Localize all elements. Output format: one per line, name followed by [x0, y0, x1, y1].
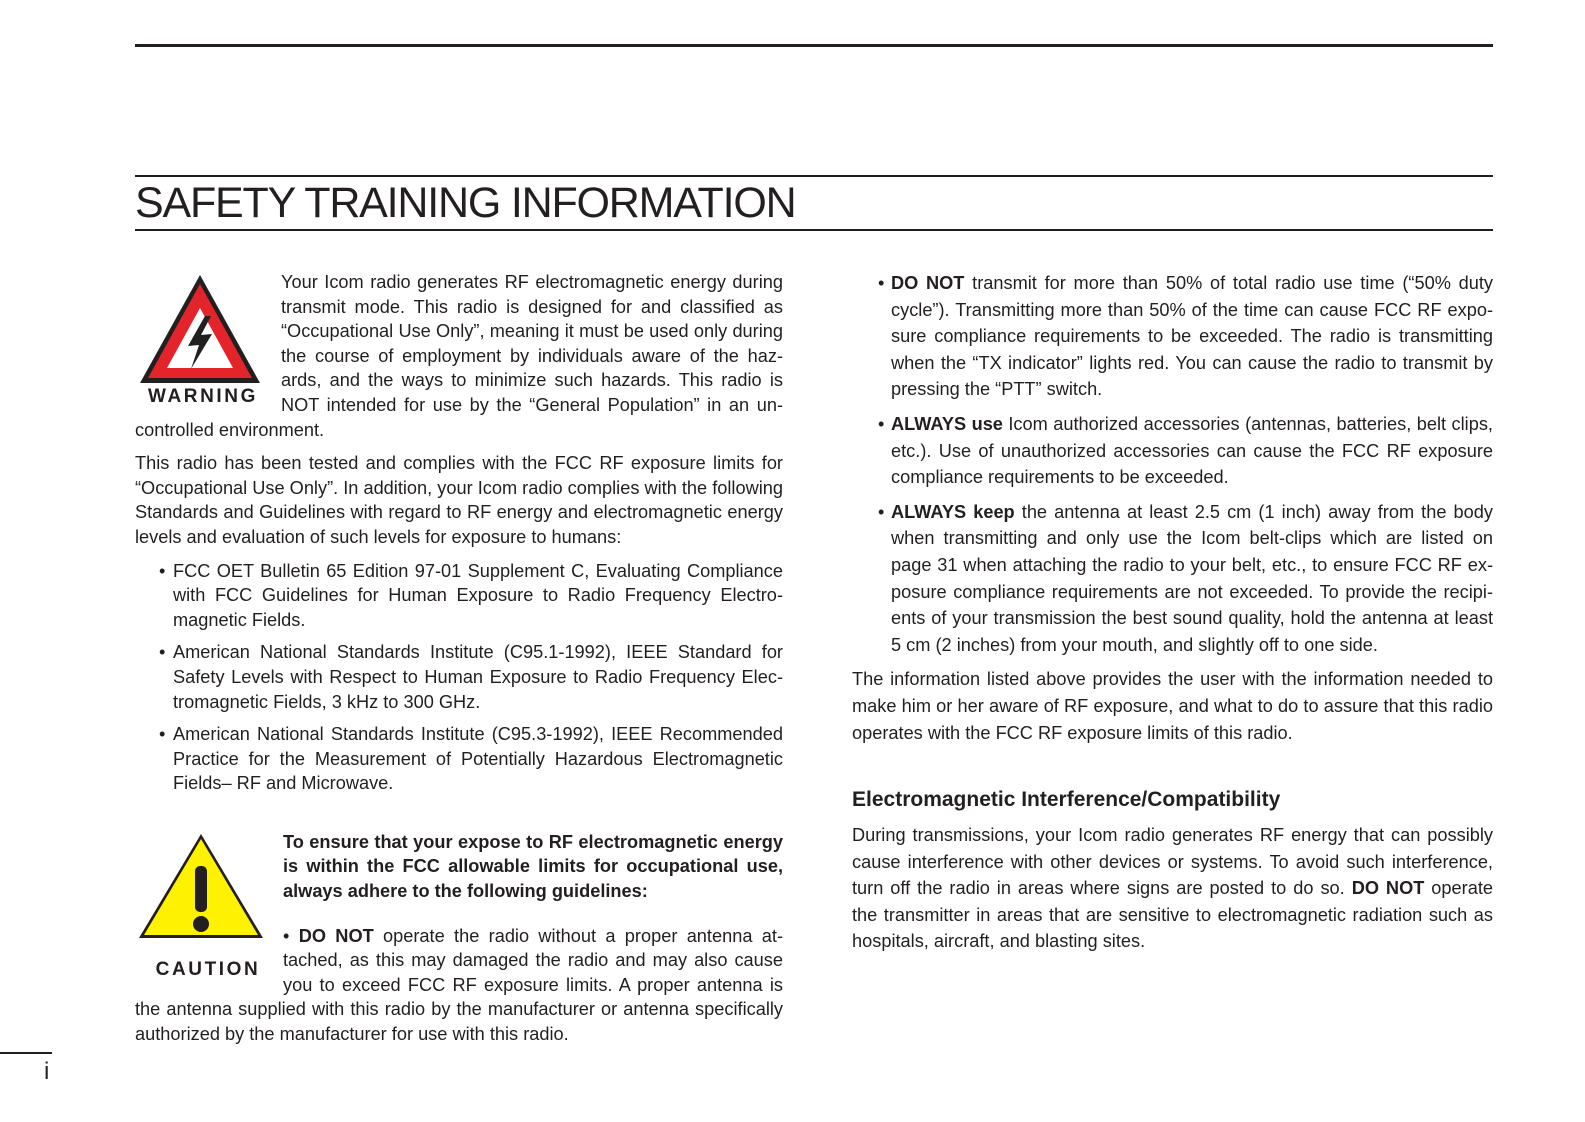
- warning-paragraph: Your Icom radio generates RF electromagnetic energy during transmit mode. This radio is designed for and classified as “Occupational Use Only”, meaning it must be used only during the course of employment by individuals aware of the hazards, and the ways to minimize such hazards. This radio is NOT intended for use by the “General Population” in an uncontrolled environment.: [135, 272, 783, 440]
- summary-paragraph: The information listed above provides the user with the information needed to make him or her aware of RF exposure, and what to do to assure that this radio operates with the FCC RF exposure limits of this radio.: [852, 669, 1493, 743]
- footer-rule: [0, 1052, 52, 1054]
- standards-list-item: • American National Standards Institute (C95.1-1992), IEEE Standard for Safety Levels with Respect to Human Exposure to Radio Frequency Electromagnetic Fields, 3 kHz to 300 GHz.: [135, 640, 783, 714]
- page-title: SAFETY TRAINING INFORMATION: [135, 179, 796, 227]
- guideline-text: the antenna at least 2.5 cm (1 inch) away from the body when transmitting and only use the Icom belt-clips which are listed on page 31 when attaching the radio to your belt, etc., to ensure FCC RF exposure compliance requirements are not exceeded. To provide the recipients of your transmission the best sound quality, hold the antenna at least 5 cm (2 inches) from your mouth, and slightly off to one side.: [891, 501, 1493, 655]
- caution-first-guideline-bold: DO NOT: [298, 925, 374, 946]
- emi-text-after: operate the transmitter in areas that are sensitive to electromagnetic radiation such as hospitals, aircraft, and blasting sites.: [852, 878, 1493, 952]
- caution-first-guideline-text: operate the radio without a proper antenna attached, as this may damaged the radio and may also cause you to exceed FCC RF exposure limits. A proper antenna is the antenna supplied with this radio by the manufacturer or antenna specifically authorized by the manufacturer for use with this radio.: [135, 925, 783, 1045]
- warning-sign: [135, 270, 275, 410]
- compliance-paragraph: This radio has been tested and complies with the FCC RF exposure limits for “Occupational Use Only”. In addition, your Icom radio complies with the following Standards and Guidelines with regard to RF energy and electromagnetic energy levels and evaluation of such levels for exposure to humans:: [135, 453, 783, 547]
- caution-exclamation-icon: [135, 830, 267, 946]
- right-column: [852, 270, 1493, 955]
- guidelines-list: [852, 270, 1493, 658]
- caution-sign: [135, 830, 281, 982]
- warning-label: WARNING: [147, 386, 259, 407]
- left-column: [135, 270, 783, 1047]
- caution-intro: To ensure that your expose to RF electromagnetic energy is within the FCC allowable limits for occupational use, always adhere to the following guidelines:: [283, 831, 783, 902]
- guideline-text: transmit for more than 50% of total radio use time (“50% duty cycle”). Transmitting more than 50% of the time can cause FCC RF exposure compliance requirements to be exceeded. The radio is transmitting when the “TX indicator” lights red. You can cause the radio to transmit by pressing the “PTT” switch.: [891, 273, 1493, 400]
- emi-text-before: During transmissions, your Icom radio generates RF energy that can possibly cause interference with other devices or systems. To avoid such interference, turn off the radio in areas where signs are posted to do so.: [852, 825, 1493, 899]
- title-rule-bottom: [135, 229, 1493, 231]
- warning-electrical-hazard-icon: [135, 270, 265, 388]
- guideline-item: [852, 499, 1493, 659]
- top-rule: [135, 44, 1493, 47]
- emi-paragraph: [852, 822, 1493, 955]
- caution-label: CAUTION: [155, 958, 261, 980]
- guideline-item: [852, 411, 1493, 491]
- guideline-item: [852, 270, 1493, 403]
- standards-list-item: • American National Standards Institute (C95.3-1992), IEEE Recommended Practice for the Measurement of Potentially Hazardous Electromagnetic Fields– RF and Microwave.: [135, 722, 783, 796]
- page-number: i: [44, 1058, 50, 1085]
- caution-first-guideline: • DO NOT operate the radio without a proper antenna attached, as this may damaged the radio and may also cause you to exceed FCC RF exposure limits. A proper antenna is the antenna supplied with this radio by the manufacturer or antenna specifically authorized by the manufacturer for use with this radio.: [135, 925, 783, 1045]
- standards-list: [135, 559, 783, 796]
- standards-list-item: • FCC OET Bulletin 65 Edition 97-01 Supplement C, Evaluating Compliance with FCC Guidelines for Human Exposure to Radio Frequency Electromagnetic Fields.: [135, 559, 783, 633]
- guideline-bold: DO NOT: [891, 273, 965, 293]
- emi-bold: DO NOT: [1351, 878, 1425, 899]
- title-rule-top: [135, 175, 1493, 177]
- guideline-bold: ALWAYS use: [891, 413, 1003, 434]
- guideline-bold: ALWAYS keep: [891, 501, 1015, 522]
- guideline-text: Icom authorized accessories (antennas, batteries, belt clips, etc.). Use of unauthorized accessories can cause the FCC RF exposure compliance requirements to be exceeded.: [891, 413, 1493, 488]
- emi-heading: Electromagnetic Interference/Compatibility: [852, 788, 1281, 812]
